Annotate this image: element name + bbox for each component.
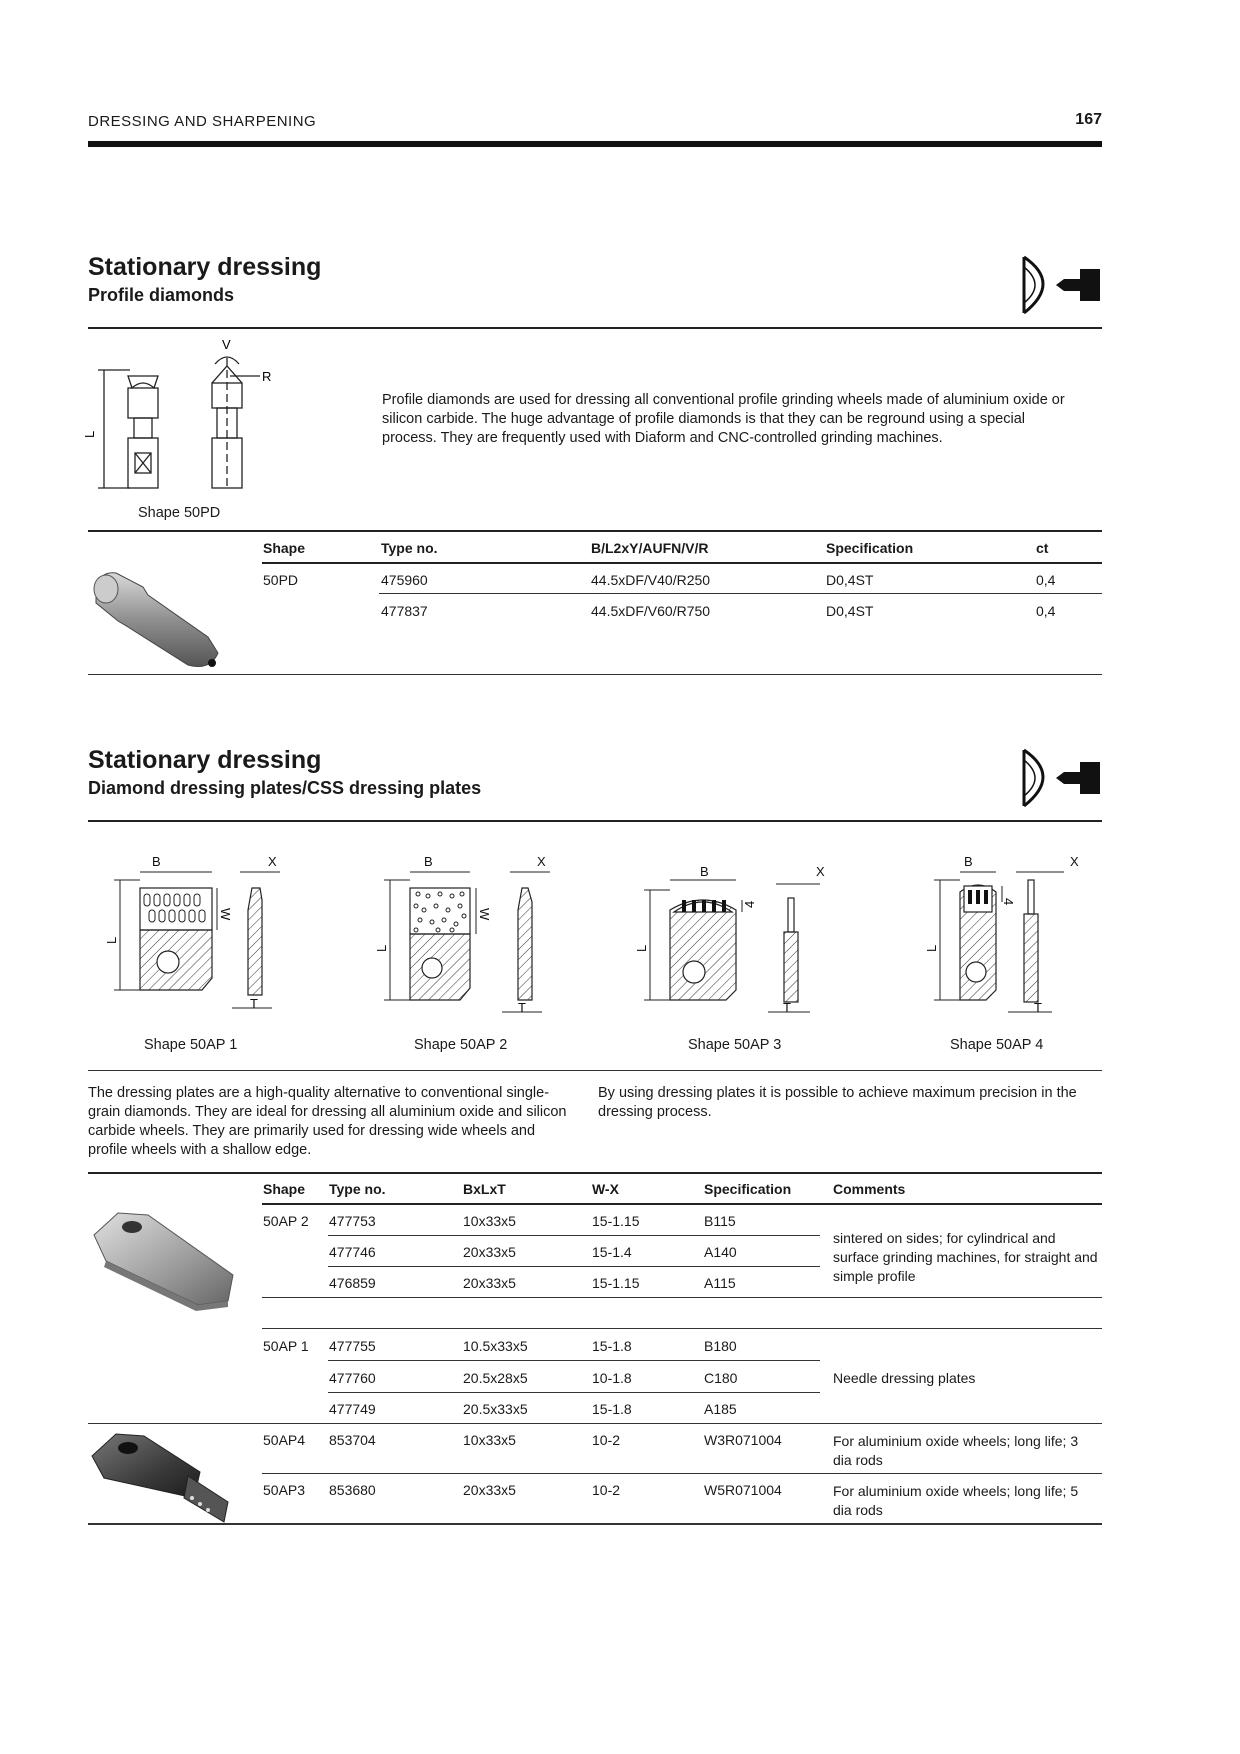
svg-text:L: L: [924, 944, 939, 952]
shape-caption-2: Shape 50AP 2: [414, 1037, 508, 1053]
t1-r1-dims: 44.5xDF/V40/R250: [591, 572, 711, 588]
t1-r2-spec: D0,4ST: [826, 603, 874, 619]
g2-r1-bxlxt: 10.5x33x5: [463, 1338, 528, 1354]
shape-caption-1: Shape 50AP 1: [144, 1037, 238, 1053]
table1-top-rule: [88, 530, 1102, 532]
th-spec: Specification: [704, 1181, 792, 1197]
g1-r1-type: 477753: [329, 1213, 376, 1229]
section-rule: [88, 327, 1102, 329]
g2-r1-type: 477755: [329, 1338, 376, 1354]
label-v: V: [222, 337, 231, 352]
g3-r1-bxlxt: 10x33x5: [463, 1432, 516, 1448]
t1-r1-type: 475960: [381, 572, 428, 588]
table1-row-rule: [379, 593, 1102, 594]
shape-caption-3: Shape 50AP 3: [688, 1037, 782, 1053]
dressing-plate-drawings: [90, 850, 1100, 1020]
g3-r1-spec: W3R071004: [704, 1432, 782, 1448]
g1-r1-bxlxt: 10x33x5: [463, 1213, 516, 1229]
g1-row-rule: [328, 1235, 820, 1236]
svg-text:T: T: [1034, 1000, 1042, 1015]
svg-text:B: B: [152, 854, 161, 869]
th-comments: Comments: [833, 1181, 906, 1197]
t1-r1-ct: 0,4: [1036, 572, 1056, 588]
svg-text:X: X: [268, 854, 277, 869]
g1-r3-type: 476859: [329, 1275, 376, 1291]
g3-r1-type: 853704: [329, 1432, 376, 1448]
g1-bottom-rule: [262, 1297, 1102, 1298]
g1-r3-spec: A115: [704, 1275, 736, 1291]
header-rule: [88, 141, 1102, 147]
g1-comment: sintered on sides; for cylindrical and surface grinding machines, for straight and simple profile: [833, 1230, 1098, 1284]
profile-diamond-drawing: [82, 337, 290, 498]
section-subtitle: Profile diamonds: [88, 285, 235, 305]
svg-text:B: B: [424, 854, 433, 869]
g2-r2-type: 477760: [329, 1370, 376, 1386]
shape-caption-4: Shape 50AP 4: [950, 1037, 1044, 1053]
g1-row-rule: [328, 1266, 820, 1267]
th-type: Type no.: [329, 1181, 386, 1197]
table2-bottom-rule: [88, 1523, 1102, 1525]
table2-header-rule: [262, 1203, 1102, 1205]
svg-text:L: L: [374, 944, 389, 952]
g2-r3-bxlxt: 20.5x33x5: [463, 1401, 528, 1417]
t1-r2-dims: 44.5xDF/V60/R750: [591, 603, 711, 619]
t1-r1-shape: 50PD: [263, 572, 299, 588]
th-shape: Shape: [263, 540, 306, 556]
g1-r1-wx: 15-1.15: [592, 1213, 640, 1229]
spacer-rule: [262, 1328, 1102, 1329]
table2-top-rule: [88, 1172, 1102, 1174]
svg-text:T: T: [518, 1000, 526, 1015]
g2-r2-bxlxt: 20.5x28x5: [463, 1370, 528, 1386]
g1-shape: 50AP 2: [263, 1213, 309, 1229]
svg-text:4: 4: [742, 900, 757, 908]
profile-diamond-photo: [88, 565, 228, 675]
g1-r3-bxlxt: 20x33x5: [463, 1275, 516, 1291]
g2-r1-wx: 15-1.8: [592, 1338, 632, 1354]
page-number: 167: [1075, 111, 1102, 128]
g2-comment: Needle dressing plates: [833, 1370, 976, 1386]
section2-text-right: By using dressing plates it is possible to achieve maximum precision in the dressing process.: [598, 1085, 1077, 1120]
section-title: Stationary dressing: [88, 253, 322, 281]
drawing-caption: Shape 50PD: [138, 505, 221, 521]
svg-text:L: L: [634, 944, 649, 952]
running-header: DRESSING AND SHARPENING: [88, 113, 317, 130]
th-wx: W-X: [592, 1181, 619, 1197]
drawings-bottom-rule: [88, 1070, 1102, 1071]
g1-r1-spec: B115: [704, 1213, 736, 1229]
g2-bottom-rule: [88, 1423, 1102, 1424]
section-rule: [88, 820, 1102, 822]
g2-row-rule: [328, 1392, 820, 1393]
svg-text:B: B: [964, 854, 973, 869]
g3-r1-shape: 50AP4: [263, 1432, 306, 1448]
g3-r1-comment: For aluminium oxide wheels; long life; 3 dia rods: [833, 1433, 1079, 1468]
th-bxlxt: BxLxT: [463, 1181, 506, 1197]
th-shape: Shape: [263, 1181, 306, 1197]
label-l: L: [82, 430, 97, 438]
t1-r2-ct: 0,4: [1036, 603, 1056, 619]
th-type: Type no.: [381, 540, 438, 556]
svg-text:L: L: [104, 936, 119, 944]
dressing-plate-photo: [88, 1205, 238, 1315]
svg-text:T: T: [783, 1000, 791, 1015]
g2-r1-spec: B180: [704, 1338, 737, 1354]
g2-r3-type: 477749: [329, 1401, 376, 1417]
th-dims: B/L2xY/AUFN/V/R: [591, 540, 709, 556]
svg-text:X: X: [537, 854, 546, 869]
table1-header-rule: [262, 562, 1102, 564]
g3-r2-wx: 10-2: [592, 1482, 621, 1498]
t1-r2-type: 477837: [381, 603, 428, 619]
th-spec: Specification: [826, 540, 914, 556]
svg-text:W: W: [218, 908, 233, 921]
label-r: R: [262, 369, 272, 384]
g3-r2-type: 853680: [329, 1482, 376, 1498]
g1-r2-wx: 15-1.4: [592, 1244, 632, 1260]
table1-bottom-rule: [88, 674, 1102, 675]
g3-r2-spec: W5R071004: [704, 1482, 782, 1498]
svg-text:T: T: [250, 996, 258, 1011]
g3-r2-comment: For aluminium oxide wheels; long life; 5 dia rods: [833, 1483, 1079, 1518]
dressing-tool-icon: [1020, 748, 1104, 808]
t1-r1-spec: D0,4ST: [826, 572, 874, 588]
css-dressing-plate-photo: [88, 1428, 238, 1538]
g3-r2-shape: 50AP3: [263, 1482, 306, 1498]
g3-r1-wx: 10-2: [592, 1432, 621, 1448]
g2-shape: 50AP 1: [263, 1338, 309, 1354]
g2-r2-wx: 10-1.8: [592, 1370, 632, 1386]
th-ct: ct: [1036, 540, 1049, 556]
svg-text:X: X: [816, 864, 825, 879]
g1-r2-spec: A140: [704, 1244, 737, 1260]
g2-r3-spec: A185: [704, 1401, 737, 1417]
g2-r2-spec: C180: [704, 1370, 738, 1386]
g2-row-rule: [328, 1360, 820, 1361]
g1-r2-type: 477746: [329, 1244, 376, 1260]
section-subtitle: Diamond dressing plates/CSS dressing plates: [88, 778, 482, 798]
section1-description: Profile diamonds are used for dressing all conventional profile grinding wheels made of aluminium oxide or silicon carbide. The huge advantage of profile diamonds is that they can be reground using a special process. They are frequently used with Diaform and CNC-controlled grinding machines.: [382, 392, 1065, 446]
svg-text:W: W: [477, 908, 492, 921]
g3-r2-bxlxt: 20x33x5: [463, 1482, 516, 1498]
svg-text:4: 4: [1001, 898, 1016, 906]
section2-text-left: The dressing plates are a high-quality alternative to conventional single-grain diamonds. They are ideal for dressing all aluminium oxide and silicon carbide wheels. They are primarily used for dressing wide wheels and profile wheels with a shallow edge.: [88, 1085, 567, 1158]
g1-r2-bxlxt: 20x33x5: [463, 1244, 516, 1260]
svg-text:B: B: [700, 864, 709, 879]
g3-row-rule: [262, 1473, 1102, 1474]
g1-r3-wx: 15-1.15: [592, 1275, 640, 1291]
g2-r3-wx: 15-1.8: [592, 1401, 632, 1417]
dressing-tool-icon: [1020, 255, 1104, 315]
svg-text:X: X: [1070, 854, 1079, 869]
section-title: Stationary dressing: [88, 746, 322, 774]
